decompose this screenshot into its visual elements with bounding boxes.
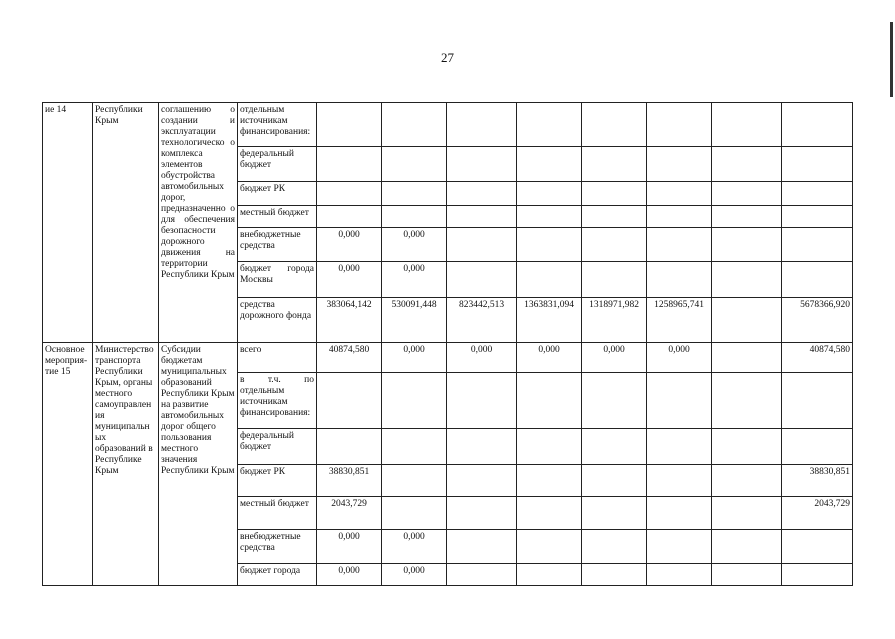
value-cell — [582, 262, 647, 298]
value-cell — [782, 429, 853, 465]
value-cell: 530091,448 — [382, 298, 447, 343]
value-cell: 38830,851 — [317, 465, 382, 497]
value-cell — [517, 228, 582, 262]
value-cell: 2043,729 — [317, 497, 382, 530]
value-cell — [447, 262, 517, 298]
value-cell: 0,000 — [382, 262, 447, 298]
value-cell — [447, 228, 517, 262]
value-cell — [447, 530, 517, 564]
value-cell — [517, 465, 582, 497]
value-cell — [582, 530, 647, 564]
value-cell — [647, 147, 712, 182]
value-cell — [712, 206, 782, 228]
value-cell — [382, 429, 447, 465]
value-cell — [712, 262, 782, 298]
source-cell: местный бюджет — [238, 206, 317, 228]
executor-cell: Республики Крым — [93, 103, 159, 343]
value-cell: 1363831,094 — [517, 298, 582, 343]
value-cell: 0,000 — [317, 564, 382, 586]
value-cell — [447, 564, 517, 586]
value-cell — [447, 373, 517, 429]
value-cell — [712, 564, 782, 586]
value-cell — [382, 465, 447, 497]
value-cell — [712, 530, 782, 564]
source-cell: федеральный бюджет — [238, 429, 317, 465]
value-cell — [712, 182, 782, 206]
value-cell — [582, 373, 647, 429]
value-cell — [382, 206, 447, 228]
measure-description-cell: соглашению о создании и эксплуатации технологическо о комплекса элементов обустройства автомобильных дорог, предназначенно о для обеспечения безопасности дорожного движения на территории Республики Крым — [159, 103, 238, 343]
value-cell — [647, 564, 712, 586]
value-cell — [317, 147, 382, 182]
value-cell — [712, 497, 782, 530]
value-cell: 823442,513 — [447, 298, 517, 343]
value-cell — [782, 182, 853, 206]
value-cell — [647, 182, 712, 206]
value-cell — [712, 298, 782, 343]
value-cell — [647, 530, 712, 564]
source-cell: в т.ч. по отдельным источникам финансирования: — [238, 373, 317, 429]
value-cell — [647, 103, 712, 147]
source-cell: внебюджетные средства — [238, 228, 317, 262]
source-cell: всего — [238, 343, 317, 373]
value-cell — [382, 497, 447, 530]
value-cell — [647, 465, 712, 497]
value-cell — [317, 429, 382, 465]
value-cell — [712, 147, 782, 182]
value-cell: 1318971,982 — [582, 298, 647, 343]
value-cell: 38830,851 — [782, 465, 853, 497]
value-cell — [517, 147, 582, 182]
value-cell: 0,000 — [317, 530, 382, 564]
executor-cell: Министерство транспорта Республики Крым, органы местного самоуправления муниципальных образований в Республике Крым — [93, 343, 159, 586]
value-cell — [517, 262, 582, 298]
value-cell: 0,000 — [382, 228, 447, 262]
value-cell: 1258965,741 — [647, 298, 712, 343]
source-cell: внебюджетные средства — [238, 530, 317, 564]
value-cell — [382, 147, 447, 182]
value-cell — [317, 206, 382, 228]
value-cell — [447, 147, 517, 182]
value-cell — [447, 429, 517, 465]
value-cell — [582, 206, 647, 228]
page-number: 27 — [441, 50, 454, 65]
value-cell — [782, 530, 853, 564]
value-cell — [582, 497, 647, 530]
value-cell — [517, 564, 582, 586]
value-cell — [447, 497, 517, 530]
value-cell — [782, 147, 853, 182]
value-cell — [712, 103, 782, 147]
value-cell — [782, 262, 853, 298]
value-cell — [317, 373, 382, 429]
value-cell — [517, 429, 582, 465]
value-cell — [582, 228, 647, 262]
value-cell — [782, 103, 853, 147]
value-cell — [782, 206, 853, 228]
value-cell — [517, 497, 582, 530]
value-cell — [382, 182, 447, 206]
value-cell — [647, 206, 712, 228]
value-cell — [712, 373, 782, 429]
measure-description-cell: Субсидии бюджетам муниципальных образований Республики Крым на развитие автомобильных дорог общего пользования местного значения Республики Крым — [159, 343, 238, 586]
measure-cell: Основное мероприя-тие 15 — [43, 343, 93, 586]
value-cell: 2043,729 — [782, 497, 853, 530]
source-cell: средства дорожного фонда — [238, 298, 317, 343]
value-cell — [647, 429, 712, 465]
value-cell: 5678366,920 — [782, 298, 853, 343]
source-cell: бюджет города — [238, 564, 317, 586]
value-cell: 0,000 — [647, 343, 712, 373]
value-cell — [517, 103, 582, 147]
page-edge-mark — [890, 22, 893, 97]
value-cell — [447, 182, 517, 206]
value-cell — [447, 206, 517, 228]
value-cell — [712, 228, 782, 262]
value-cell — [447, 103, 517, 147]
value-cell: 0,000 — [447, 343, 517, 373]
value-cell: 0,000 — [317, 262, 382, 298]
value-cell — [582, 182, 647, 206]
value-cell — [712, 429, 782, 465]
value-cell — [782, 373, 853, 429]
value-cell — [712, 343, 782, 373]
source-cell: бюджет города Москвы — [238, 262, 317, 298]
value-cell — [447, 465, 517, 497]
value-cell — [782, 228, 853, 262]
value-cell: 0,000 — [582, 343, 647, 373]
value-cell: 0,000 — [517, 343, 582, 373]
value-cell: 0,000 — [317, 228, 382, 262]
table-row — [43, 103, 853, 147]
value-cell — [647, 262, 712, 298]
value-cell — [517, 182, 582, 206]
value-cell — [517, 206, 582, 228]
value-cell — [582, 147, 647, 182]
value-cell — [582, 564, 647, 586]
value-cell — [582, 103, 647, 147]
value-cell — [782, 564, 853, 586]
value-cell: 0,000 — [382, 564, 447, 586]
table-row — [43, 343, 853, 373]
source-cell: местный бюджет — [238, 497, 317, 530]
source-cell: бюджет РК — [238, 182, 317, 206]
value-cell: 0,000 — [382, 343, 447, 373]
value-cell — [517, 373, 582, 429]
value-cell — [382, 373, 447, 429]
value-cell — [582, 465, 647, 497]
value-cell — [582, 429, 647, 465]
value-cell — [647, 497, 712, 530]
value-cell: 0,000 — [382, 530, 447, 564]
value-cell — [317, 103, 382, 147]
value-cell: 383064,142 — [317, 298, 382, 343]
value-cell — [382, 103, 447, 147]
value-cell — [712, 465, 782, 497]
value-cell — [647, 373, 712, 429]
value-cell: 40874,580 — [782, 343, 853, 373]
value-cell — [317, 182, 382, 206]
value-cell — [517, 530, 582, 564]
source-cell: отдельным источникам финансирования: — [238, 103, 317, 147]
value-cell — [647, 228, 712, 262]
source-cell: бюджет РК — [238, 465, 317, 497]
measure-cell: ие 14 — [43, 103, 93, 343]
source-cell: федеральный бюджет — [238, 147, 317, 182]
budget-table — [42, 102, 853, 586]
value-cell: 40874,580 — [317, 343, 382, 373]
